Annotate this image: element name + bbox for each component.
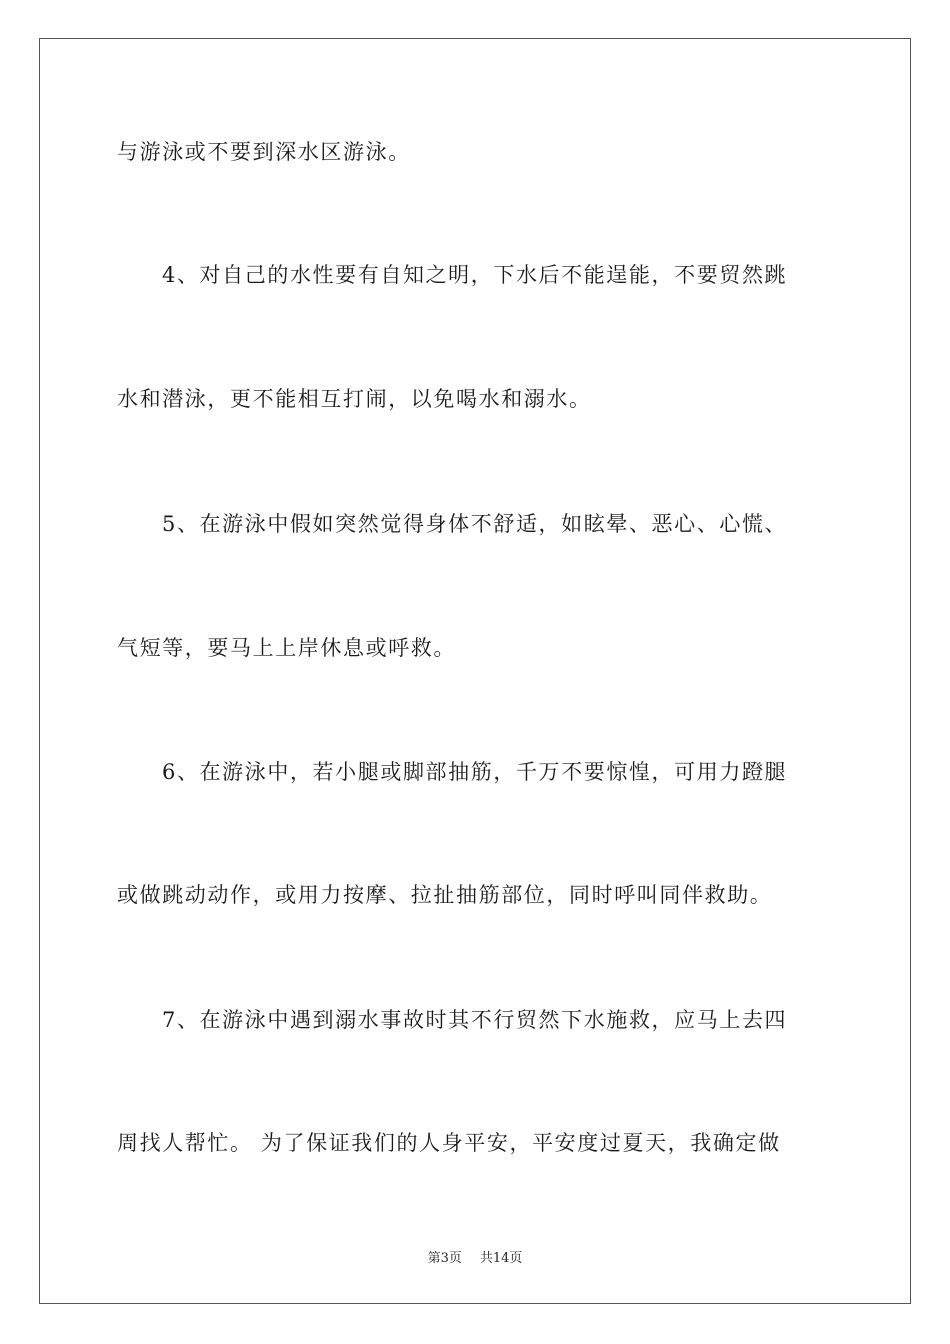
paragraph-line: 5、在游泳中假如突然觉得身体不舒适，如眩晕、恶心、心慌、: [162, 512, 788, 536]
paragraph-line: 与游泳或不要到深水区游泳。: [117, 140, 411, 164]
page-number: 第3页: [427, 1251, 462, 1266]
paragraph-line: 水和潜泳，更不能相互打闹，以免喝水和溺水。: [117, 387, 592, 411]
paragraph-line: 气短等，要马上上岸休息或呼救。: [117, 636, 456, 660]
paragraph-line: 4、对自己的水性要有自知之明，下水后不能逞能，不要贸然跳: [162, 263, 788, 287]
page-border: [39, 38, 911, 1304]
paragraph-line: 或做跳动动作，或用力按摩、拉扯抽筋部位，同时呼叫同伴救助。: [117, 883, 773, 907]
page-footer: [0, 1247, 950, 1266]
total-pages: 共14页: [479, 1251, 523, 1266]
paragraph-line: 6、在游泳中，若小腿或脚部抽筋，千万不要惊惶，可用力蹬腿: [162, 760, 788, 784]
paragraph-line: 周找人帮忙。 为了保证我们的人身平安，平安度过夏天，我确定做: [117, 1131, 781, 1155]
paragraph-line: 7、在游泳中遇到溺水事故时其不行贸然下水施救，应马上去四: [162, 1008, 788, 1032]
